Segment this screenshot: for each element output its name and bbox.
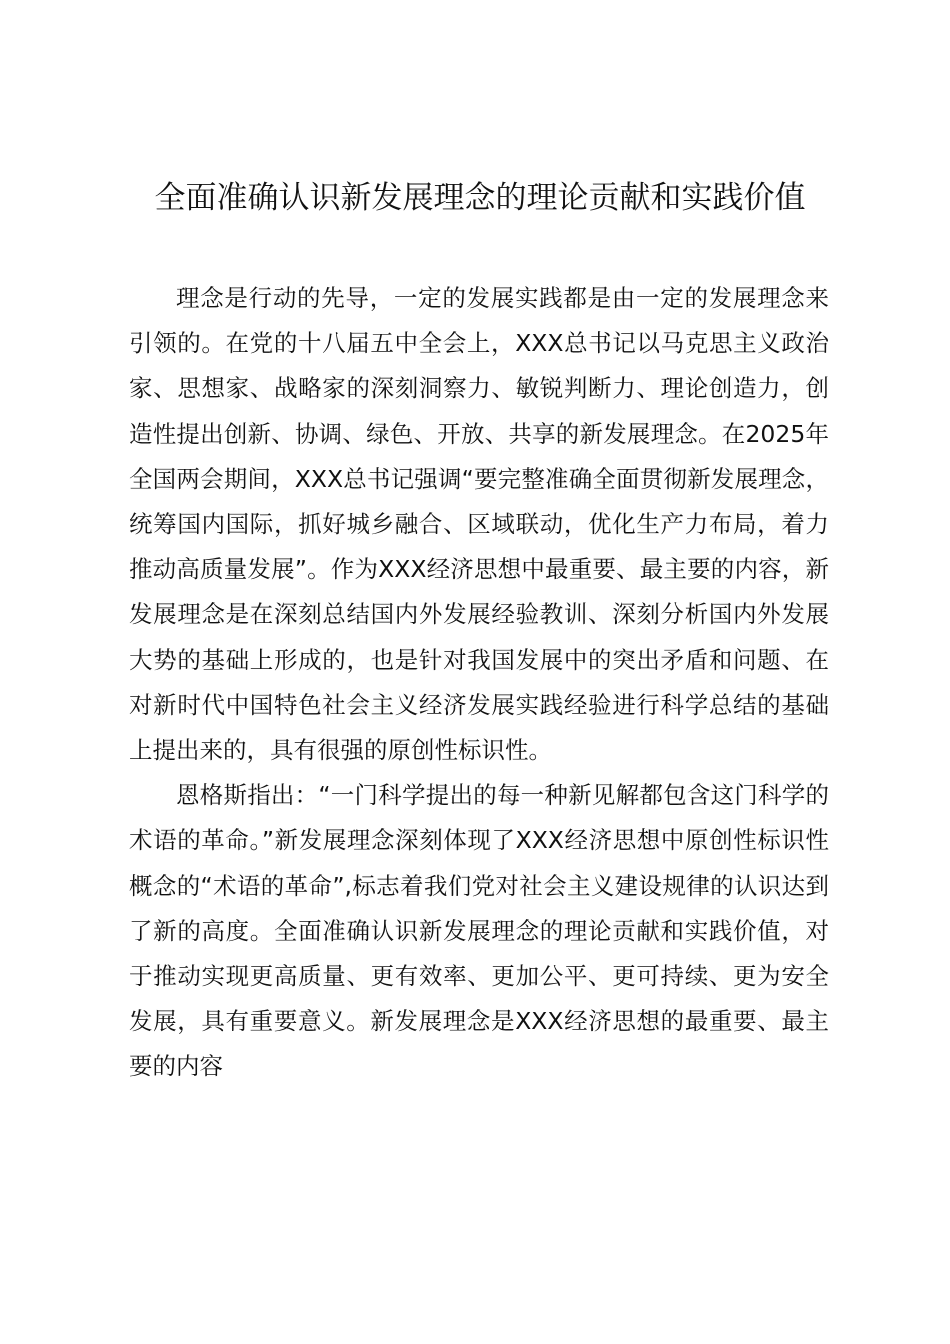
document-body	[129, 276, 829, 1090]
document-title: 全面准确认识新发展理念的理论贡献和实践价值	[154, 180, 806, 216]
paragraph-2: 恩格斯指出：“一门科学提出的每一种新见解都包含这门科学的术语的革命。”新发展理念深刻体现了XXX经济思想中原创性标识性概念的“术语的革命”,标志着我们党对社会主义建设规律的认识达到了新的高度。全面准确认识新发展理念的理论贡献和实践价值，对于推动实现更高质量、更有效率、更加公平、更可持续、更为安全发展，具有重要意义。新发展理念是XXX经济思想的最重要、最主要的内容	[129, 781, 829, 1081]
paragraph-1: 理念是行动的先导，一定的发展实践都是由一定的发展理念来引领的。在党的十八届五中全会上，XXX总书记以马克思主义政治家、思想家、战略家的深刻洞察力、敏锐判断力、理论创造力，创造性提出创新、协调、绿色、开放、共享的新发展理念。在2025年全国两会期间，XXX总书记强调“要完整准确全面贯彻新发展理念，统筹国内国际，抓好城乡融合、区域联动，优化生产力布局，着力推动高质量发展”。作为XXX经济思想中最重要、最主要的内容，新发展理念是在深刻总结国内外发展经验教训、深刻分析国内外发展大势的基础上形成的，也是针对我国发展中的突出矛盾和问题、在对新时代中国特色社会主义经济发展实践经验进行科学总结的基础上提出来的，具有很强的原创性标识性。	[129, 284, 829, 765]
